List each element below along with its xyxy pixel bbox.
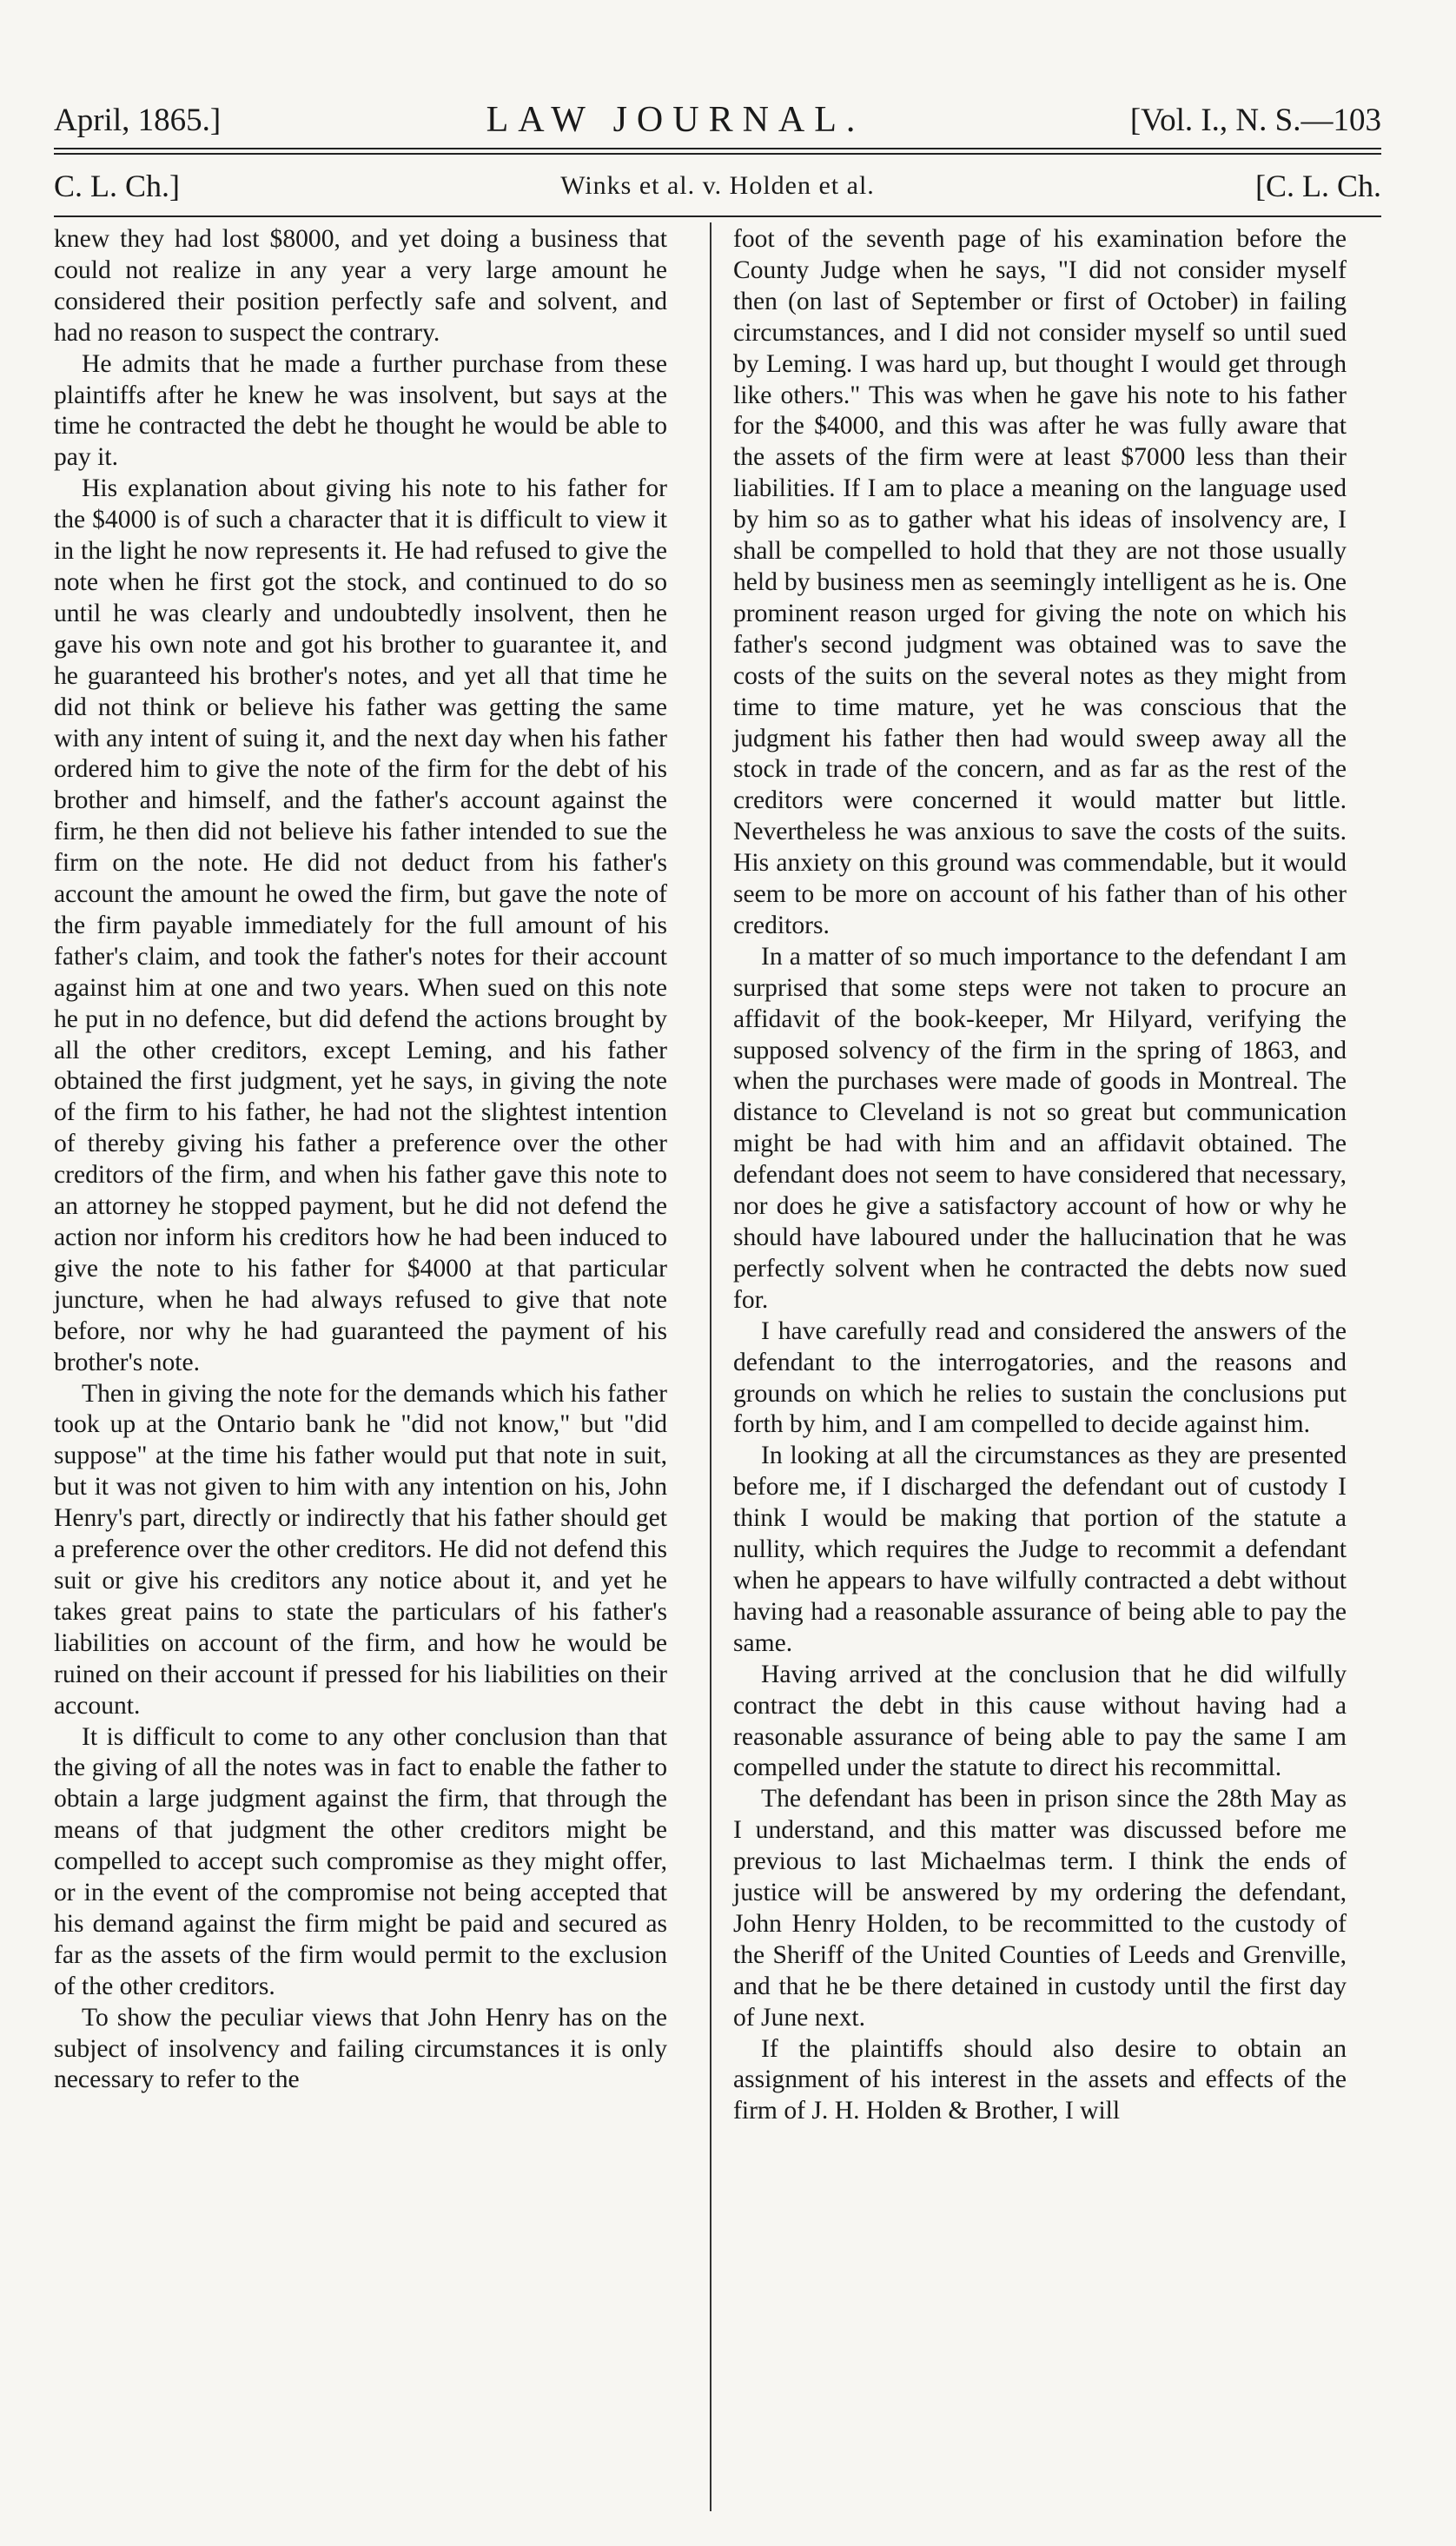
paragraph: The defendant has been in prison since the 28th May as I understand, and this matter was discussed before me previous to last Michaelmas term. I think the ends of justice will be answered by my ordering the defendant, John Henry Holden, to be recommitted to the custody of the Sheriff of the United Counties of Leeds and Grenville, and that he be there detained in custody until the first day of June next. bbox=[733, 1785, 1347, 2032]
paragraph: Having arrived at the conclusion that he did wilfully contract the debt in this cause without having had a reasonable assurance of being able to pay the same I am compelled under the statute to direct his recommittal. bbox=[733, 1660, 1347, 1782]
court-left: C. L. Ch.] bbox=[54, 169, 181, 203]
paragraph: If the plaintiffs should also desire to obtain an assignment of his interest in the assets and effects of the firm of J. H. Holden & Brother, I will bbox=[733, 2034, 1347, 2125]
paragraph: In a matter of so much importance to the defendant I am surprised that some steps were not taken to procure an affidavit of the book-keeper, Mr Hilyard, verifying the supposed solvency of the firm in the spring of 1863, and when the purchases were made of goods in Montreal. The distance to Cleveland is not so great but communication might be had with him and an affidavit obtained. The defendant does not seem to have considered that necessary, nor does he give a satisfactory account of how or why he should have laboured under the hallucination that he was perfectly solvent when he contracted the debts now sued for. bbox=[733, 942, 1347, 1314]
paragraph: foot of the seventh page of his examination before the County Judge when he says, "I did not consider myself then (on last of September or first of October) in failing circumstances, and I did not consider myself so until sued by Leming. I was hard up, but thought I would get through like others." This was when he gave his note to his father for the $4000, and this was after he was fully aware that the assets of the firm were at least $7000 less than their liabilities. If I am to place a meaning on the language used by him so as to gather what his ideas of insolvency are, I shall be compelled to hold that they are not those usually held by business men as seemingly intelligent as he is. One prominent reason urged for giving the note on which his father's second judgment was obtained was to save the costs of the suits on the several notes as they might from time to time mature, yet he was conscious that the judgment his father then had would sweep away all the stock in trade of the concern, and as far as the rest of the creditors were concerned it would matter but little. Nevertheless he was anxious to save the costs of the suits. His anxiety on this ground was commendable, but it would seem to be more on account of his father than of his other creditors. bbox=[733, 225, 1347, 939]
case-rule bbox=[54, 215, 1381, 217]
paragraph: He admits that he made a further purchase from these plaintiffs after he knew he was insolvent, but says at the time he contracted the debt he thought he would be able to pay it. bbox=[54, 349, 667, 472]
paragraph: In looking at all the circumstances as they are presented before me, if I discharged the defendant out of custody I think I would be making that portion of the statute a nullity, which requires the Judge to recommit a defendant when he appears to have wilfully contracted a debt without having had a reasonable assurance of being able to pay the same. bbox=[733, 1442, 1347, 1657]
paragraph: To show the peculiar views that John Henry has on the subject of insolvency and failing circumstances it is only necessary to refer to the bbox=[54, 2003, 667, 2094]
running-head bbox=[54, 94, 1381, 146]
paragraph: His explanation about giving his note to his father for the $4000 is of such a character that it is difficult to view it in the light he now represents it. He had refused to give the note when he first got the stock, and continued to do so until he was clearly and undoubtedly insolvent, then he gave his own note and got his brother to guarantee it, and he guaranteed his brother's notes, and yet all that time he did not think or believe his father was getting the same with any intent of suing it, and the next day when his father ordered him to give the note of the firm for the debt of his brother and himself, and the father's account against the firm, he then did not believe his father intended to sue the firm on the note. He did not deduct from his father's account the amount he owed the firm, but gave the note of the firm payable immediately for the full amount of his father's claim, and took the father's notes for their account against him at one and two years. When sued on this note he put in no defence, but did defend the actions brought by all the other creditors, except Leming, and his father obtained the first judgment, yet he says, in giving the note of the firm to his father, he had not the slightest intention of thereby giving his father a preference over the other creditors of the firm, and when his father gave this note to an attorney he stopped payment, but he did not defend the action nor inform his creditors how he had been induced to give the note to his father for $4000 at that particular juncture, when he had always refused to give that note before, nor why he had guaranteed the payment of his brother's note. bbox=[54, 474, 667, 1376]
paragraph: knew they had lost $8000, and yet doing a business that could not realize in any year a very large amount he considered their position perfectly safe and solvent, and had no reason to suspect the contrary. bbox=[54, 225, 667, 347]
paragraph: I have carefully read and considered the answers of the defendant to the interrogatories, and the reasons and grounds on which he relies to sustain the conclusions put forth by him, and I am compelled to decide against him. bbox=[733, 1316, 1347, 1439]
paragraph: It is difficult to come to any other conclusion than that the giving of all the notes was in fact to enable the father to obtain a large judgment against the firm, that through the means of that judgment the other creditors might be compelled to accept such compromise as they might offer, or in the event of the compromise not being accepted that his demand against the firm might be paid and secured as far as the assets of the firm would permit to the exclusion of the other creditors. bbox=[54, 1722, 667, 2000]
right-column bbox=[733, 224, 1347, 2127]
case-title: Winks et al. v. Holden et al. bbox=[560, 171, 875, 200]
left-column bbox=[54, 224, 667, 2096]
volume-page: [Vol. I., N. S.—103 bbox=[1129, 102, 1381, 138]
case-heading bbox=[54, 162, 1381, 210]
court-right: [C. L. Ch. bbox=[1254, 169, 1381, 203]
issue-date: April, 1865.] bbox=[54, 102, 222, 138]
column-divider bbox=[710, 222, 711, 2511]
header-rule-double bbox=[54, 153, 1381, 155]
paragraph: Then in giving the note for the demands which his father took up at the Ontario bank he "did not know," but "did suppose" at the time his father would put that note in suit, but it was not given to him with any intention on his, John Henry's part, directly or indirectly that his father should get a preference over the other creditors. He did not defend this suit or give his creditors any notice about it, and yet he takes great pains to state the particulars of his father's liabilities on account of the firm, and how he would be ruined on their account if pressed for his liabilities on their account. bbox=[54, 1379, 667, 1720]
journal-title: LAW JOURNAL. bbox=[486, 100, 865, 140]
header-rule bbox=[54, 148, 1381, 149]
